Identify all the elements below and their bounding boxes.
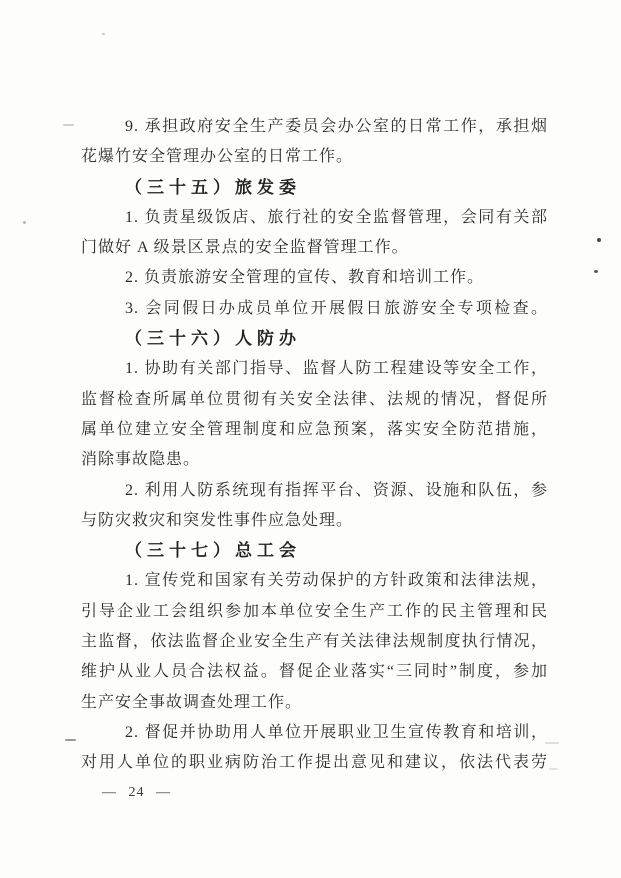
- text-line: 对用人单位的职业病防治工作提出意见和建议，依法代表劳: [81, 754, 548, 772]
- text-line: 2. 负责旅游安全管理的宣传、教育和培训工作。: [125, 269, 485, 287]
- text-line: 花爆竹安全管理办公室的日常工作。: [81, 148, 354, 166]
- text-line: 1. 负责星级饭店、旅行社的安全监督管理，会同有关部: [125, 208, 548, 226]
- scan-speck: [102, 33, 105, 35]
- scan-smudge: [63, 124, 74, 126]
- scan-speck: [23, 221, 26, 224]
- text-line: 属单位建立安全管理制度和应急预案，落实安全防范措施，: [81, 420, 548, 438]
- text-line: 维护从业人员合法权益。督促企业落实“三同时”制度，参加: [81, 663, 548, 681]
- text-line: 消除事故隐患。: [81, 451, 201, 469]
- document-text-block: [81, 112, 548, 779]
- scan-speck: [597, 238, 601, 242]
- section-heading: （三十七）总工会: [125, 541, 301, 561]
- text-line: 2. 利用人防系统现有指挥平台、资源、设施和队伍，参: [125, 481, 548, 499]
- section-heading: （三十六）人防办: [125, 329, 301, 349]
- scan-smudge: [549, 768, 558, 770]
- text-line: 监督检查所属单位贯彻有关安全法律、法规的情况，督促所: [81, 390, 548, 408]
- text-line: 3. 会同假日办成员单位开展假日旅游安全专项检查。: [125, 299, 548, 317]
- section-heading: （三十五）旅发委: [125, 177, 301, 197]
- text-line: 主监督，依法监督企业安全生产有关法律法规制度执行情况，: [81, 633, 548, 651]
- scan-smudge: [545, 742, 559, 744]
- text-line: 门做好 A 级景区景点的安全监督管理工作。: [81, 239, 409, 257]
- page-number: — 24 —: [102, 785, 171, 800]
- scan-smudge: [65, 739, 76, 741]
- text-line: 9. 承担政府安全生产委员会办公室的日常工作，承担烟: [125, 118, 548, 135]
- text-line: 2. 督促并协助用人单位开展职业卫生宣传教育和培训，: [125, 723, 548, 741]
- text-line: 与防灾救灾和突发性事件应急处理。: [81, 511, 354, 529]
- text-line: 引导企业工会组织参加本单位安全生产工作的民主管理和民: [81, 602, 548, 620]
- text-line: 生产安全事故调查处理工作。: [81, 693, 303, 711]
- text-line: 1. 宣传党和国家有关劳动保护的方针政策和法律法规，: [125, 572, 548, 590]
- scan-speck: [594, 270, 598, 273]
- text-line: 1. 协助有关部门指导、监督人防工程建设等安全工作，: [125, 360, 548, 378]
